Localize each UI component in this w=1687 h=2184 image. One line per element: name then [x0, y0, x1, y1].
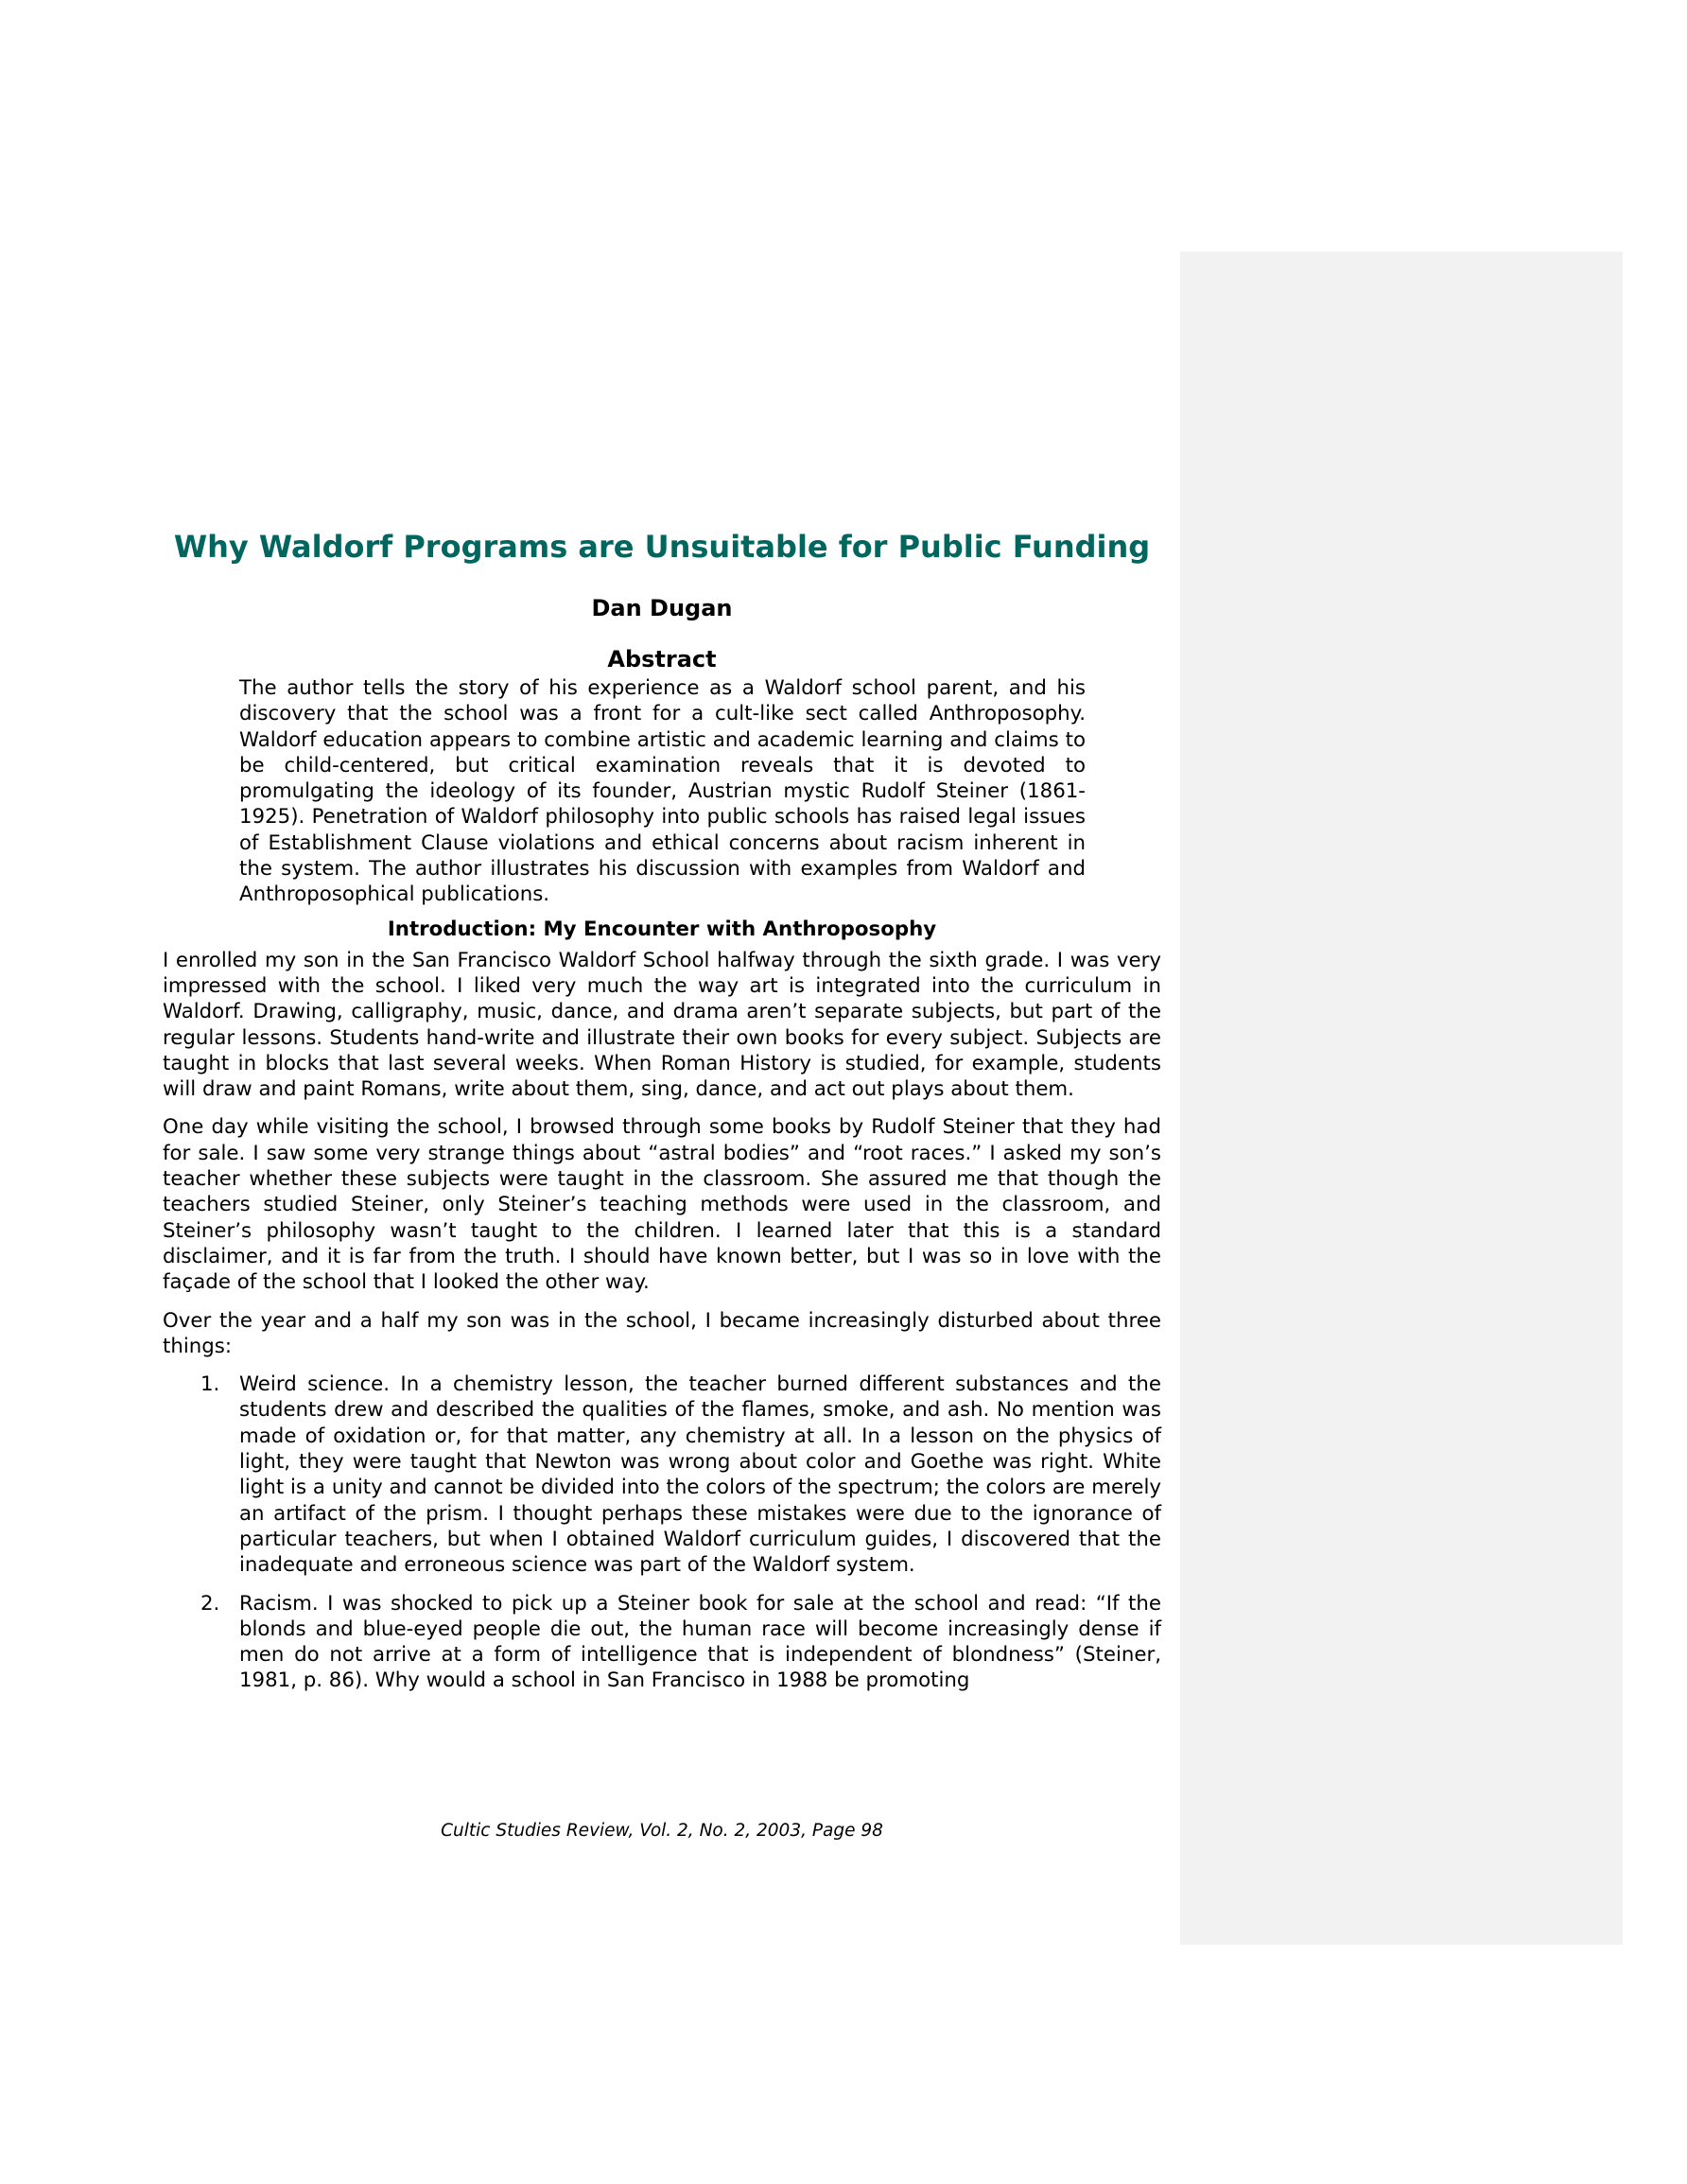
- body-paragraph: One day while visiting the school, I browsed through some books by Rudolf Steiner that they had for sale. I saw some very strange things about “astral bodies” and “root races.” I asked my son’s teacher whether these subjects were taught in the classroom. She assured me that though the teachers studied Steiner, only Steiner’s teaching methods were used in the classroom, and Steiner’s philosophy wasn’t taught to the children. I learned later that this is a standard disclaimer, and it is far from the truth. I should have known better, but I was so in love with the façade of the school that I looked the other way.: [163, 1115, 1161, 1295]
- page-body: [163, 526, 1161, 1706]
- list-item-number: 2.: [200, 1591, 220, 1616]
- list-item-text: Racism. I was shocked to pick up a Steiner book for sale at the school and read: “If the blonds and blue-eyed people die out, the human race will become increasingly dense if men do not arrive at a form of intelligence that is independent of blondness” (Steiner, 1981, p. 86). Why would a school in San Francisco in 1988 be promoting: [239, 1591, 1161, 1693]
- list-item-text: Weird science. In a chemistry lesson, the teacher burned different substances and the students drew and described the qualities of the flames, smoke, and ash. No mention was made of oxidation or, for that matter, any chemistry at all. In a lesson on the physics of light, they were taught that Newton was wrong about color and Goethe was right. White light is a unity and cannot be divided into the colors of the spectrum; the colors are merely an artifact of the prism. I thought perhaps these mistakes were due to the ignorance of particular teachers, but when I obtained Waldorf curriculum guides, I discovered that the inadequate and erroneous science was part of the Waldorf system.: [239, 1372, 1161, 1578]
- page-footer: Cultic Studies Review, Vol. 2, No. 2, 2003, Page 98: [441, 1821, 883, 1841]
- article-title: Why Waldorf Programs are Unsuitable for Public Funding: [173, 529, 1151, 565]
- section-heading: Introduction: My Encounter with Anthroposophy: [387, 917, 937, 941]
- body-paragraph: Over the year and a half my son was in the school, I became increasingly disturbed about three things:: [163, 1308, 1161, 1358]
- list-item-number: 1.: [200, 1372, 220, 1397]
- abstract-heading: Abstract: [607, 646, 717, 673]
- author-name: Dan Dugan: [591, 595, 733, 621]
- abstract-text: The author tells the story of his experience as a Waldorf school parent, and his discovery that the school was a front for a cult-like sect called Anthroposophy. Waldorf education appears to combine artistic and academic learning and claims to be child-centered, but critical examination reveals that it is devoted to promulgating the ideology of its founder, Austrian mystic Rudolf Steiner (1861-1925). Penetration of Waldorf philosophy into public schools has raised legal issues of Establishment Clause violations and ethical concerns about racism inherent in the system. The author illustrates his discussion with examples from Waldorf and Anthroposophical publications.: [239, 676, 1086, 907]
- numbered-list: [163, 1372, 1161, 1694]
- body-paragraph: I enrolled my son in the San Francisco Waldorf School halfway through the sixth grade. I was very impressed with the school. I liked very much the way art is integrated into the curriculum in Waldorf. Drawing, calligraphy, music, dance, and drama aren’t separate subjects, but part of the regular lessons. Students hand-write and illustrate their own books for every subject. Subjects are taught in blocks that last several weeks. When Roman History is studied, for example, students will draw and paint Romans, write about them, sing, dance, and act out plays about them.: [163, 948, 1161, 1102]
- list-item: [163, 1372, 1161, 1578]
- list-item: [163, 1591, 1161, 1694]
- comment-margin-pane: [1180, 252, 1623, 1945]
